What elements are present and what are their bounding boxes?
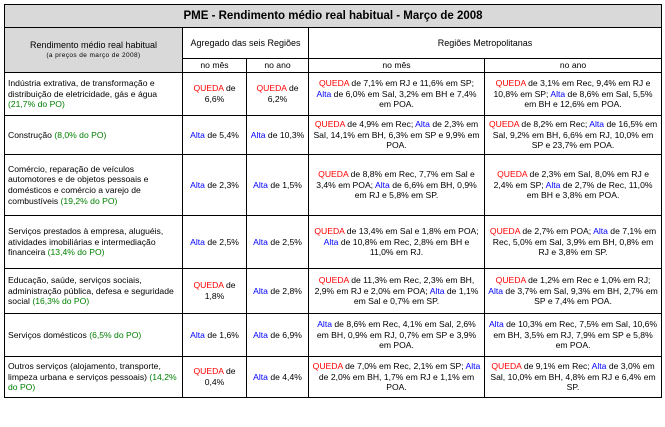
metro-month-cell xyxy=(309,314,485,357)
sector-cell xyxy=(5,73,183,116)
sector-cell xyxy=(5,155,183,216)
table-row xyxy=(5,155,662,216)
alta-label: Alta xyxy=(317,319,333,330)
queda-label: QUEDA xyxy=(318,169,349,180)
alta-label: Alta xyxy=(253,329,268,340)
alta-label: Alta xyxy=(190,129,205,140)
value-text: de 6,6% em BH, 0,9% em RJ e 5,8% em SP. xyxy=(354,179,477,201)
value-text: de 2,3% em Sal, 8,0% em RJ e 2,4% em SP; xyxy=(493,169,649,190)
value-text: de 8,8% em Rec, 7,7% em Sal e 3,4% em POA; xyxy=(316,169,475,190)
header-metro xyxy=(309,28,662,59)
metro-month-cell xyxy=(309,73,485,116)
agg-month-cell xyxy=(183,155,247,216)
value-text: Comércio, reparação de veículos automotores e de objetos pessoais e domésticos e comércio a varejo de combustíveis xyxy=(8,163,149,206)
value-text: Educação, saúde, serviços sociais, administração pública, defesa e seguridade social xyxy=(8,275,174,307)
header-sector-subtitle: (a preços de março de 2008) xyxy=(46,52,141,59)
sector-cell xyxy=(5,314,183,357)
alta-label: Alta xyxy=(190,329,205,340)
alta-label: Alta xyxy=(488,319,504,330)
value-text: de 1,1% em Sal e 0,7% em SP. xyxy=(353,285,479,307)
table-row xyxy=(5,73,662,116)
value-text: de 4,4% xyxy=(267,371,302,382)
po-share-label: (21,7% do PO) xyxy=(8,99,65,110)
value-text: de 3,1% em Rec, 9,4% em RJ e 10,8% em SP; xyxy=(493,78,651,99)
header-aggregate-title: Agregado das seis Regiões xyxy=(190,37,301,48)
value-text: de 6,9% xyxy=(267,329,302,340)
value-text: de 2,3% em Sal, 14,1% em BH, 6,3% em SP e 9,9% em POA. xyxy=(313,119,480,151)
value-text: de 2,7% de Rec, 11,0% em BH e 3,8% em POA. xyxy=(526,179,653,201)
sector-cell xyxy=(5,269,183,314)
header-sector-title: Rendimento médio real habitual xyxy=(29,40,158,50)
value-text: de 5,4% xyxy=(204,129,239,140)
value-text: de 2,8% xyxy=(267,285,302,296)
value-text: de 6,0% em Sal, 3,2% em BH e 7,4% em POA. xyxy=(331,88,477,110)
value-text: de 3,7% em Sal, 9,3% em BH, 2,7% em SP e 7,4% em POA. xyxy=(503,285,658,307)
value-text: de 2,3% xyxy=(204,179,239,190)
queda-label: QUEDA xyxy=(491,361,522,372)
queda-label: QUEDA xyxy=(318,275,349,286)
queda-label: QUEDA xyxy=(314,119,345,130)
value-text: Serviços domésticos xyxy=(8,329,90,340)
value-text: de 8,2% em Rec; xyxy=(519,119,590,130)
agg-year-cell xyxy=(247,116,309,155)
queda-label: QUEDA xyxy=(314,226,345,237)
value-text: de 1,5% xyxy=(267,179,302,190)
alta-label: Alta xyxy=(323,236,339,247)
value-text: de 4,9% em Rec; xyxy=(344,119,416,130)
agg-month-cell xyxy=(183,216,247,269)
metro-month-cell xyxy=(309,116,485,155)
agg-year-cell xyxy=(247,269,309,314)
value-text: de 2,0% em BH, 1,7% em RJ e 1,1% em POA. xyxy=(318,371,475,393)
sector-cell xyxy=(5,357,183,398)
alta-label: Alta xyxy=(465,361,481,372)
agg-year-cell xyxy=(247,216,309,269)
value-text: de 6,6% xyxy=(204,83,236,104)
alta-label: Alta xyxy=(253,179,268,190)
queda-label: QUEDA xyxy=(193,366,224,377)
queda-label: QUEDA xyxy=(497,169,528,180)
alta-label: Alta xyxy=(589,119,605,130)
queda-label: QUEDA xyxy=(312,361,343,372)
value-text: de 6,2% xyxy=(267,83,299,104)
agg-month-cell xyxy=(183,314,247,357)
alta-label: Alta xyxy=(429,285,445,296)
metro-year-cell xyxy=(485,73,662,116)
header-aggregate xyxy=(183,28,309,59)
agg-year-cell xyxy=(247,73,309,116)
po-share-label: (19,2% do PO) xyxy=(60,195,118,206)
metro-year-cell xyxy=(485,314,662,357)
value-text: de 7,1% em RJ e 11,6% em SP; xyxy=(349,78,475,89)
alta-label: Alta xyxy=(545,179,561,190)
header-metro-title: Regiões Metropolitanas xyxy=(437,37,533,48)
agg-year-cell xyxy=(247,155,309,216)
value-text: de 1,6% xyxy=(204,329,239,340)
metro-year-cell xyxy=(485,357,662,398)
alta-label: Alta xyxy=(415,119,430,130)
table-row xyxy=(5,216,662,269)
alta-label: Alta xyxy=(550,88,566,99)
queda-label: QUEDA xyxy=(193,280,224,291)
metro-year-cell xyxy=(485,269,662,314)
value-text: Serviços prestados à empresa, aluguéis, atividades imobiliárias e intermediação financeira xyxy=(8,226,164,258)
table-title: PME - Rendimento médio real habitual - Março de 2008 xyxy=(5,5,662,28)
pme-table xyxy=(4,4,662,398)
value-text: Indústria extrativa, de transformação e distribuição de eletricidade, gás e água xyxy=(8,78,158,99)
subheader-metro-no-mes: no mês xyxy=(309,59,485,73)
agg-month-cell xyxy=(183,357,247,398)
queda-label: QUEDA xyxy=(495,275,526,286)
metro-year-cell xyxy=(485,116,662,155)
queda-label: QUEDA xyxy=(193,83,224,94)
agg-month-cell xyxy=(183,73,247,116)
alta-label: Alta xyxy=(316,88,332,99)
value-text: de 0,4% xyxy=(204,366,236,387)
value-text: de 11,3% em Rec, 2,3% em BH, 2,9% em RJ e 2,0% em POA; xyxy=(314,275,475,296)
metro-month-cell xyxy=(309,269,485,314)
pme-table-sheet xyxy=(4,4,661,398)
subheader-metro-no-ano: no ano xyxy=(485,59,662,73)
subheader-agg-no-mes: no mês xyxy=(183,59,247,73)
sector-cell xyxy=(5,216,183,269)
queda-label: QUEDA xyxy=(318,78,350,89)
value-text: de 1,2% em Rec e 1,0% em RJ; xyxy=(525,275,651,286)
alta-label: Alta xyxy=(250,129,266,140)
metro-month-cell xyxy=(309,216,485,269)
alta-label: Alta xyxy=(190,179,205,190)
value-text: de 2,7% em POA; xyxy=(520,226,594,237)
value-text: de 10,8% em Rec, 2,8% em BH e 11,0% em RJ. xyxy=(338,236,470,258)
value-text: de 7,0% em Rec, 2,1% em SP; xyxy=(342,361,466,372)
alta-label: Alta xyxy=(375,179,390,190)
subheader-agg-no-ano: no ano xyxy=(247,59,309,73)
po-share-label: (6,5% do PO) xyxy=(89,329,142,340)
header-sector-cell xyxy=(5,28,183,73)
metro-month-cell xyxy=(309,155,485,216)
metro-year-cell xyxy=(485,155,662,216)
value-text: de 2,5% xyxy=(204,236,239,247)
value-text: de 8,6% em Sal, 5,5% em BH e 12,6% em POA. xyxy=(524,88,653,110)
value-text: de 3,0% em Sal, 10,0% em BH, 4,8% em RJ e 6,4% em SP. xyxy=(490,361,656,393)
po-share-label: (16,3% do PO) xyxy=(32,296,90,307)
po-share-label: (13,4% do PO) xyxy=(47,247,105,258)
alta-label: Alta xyxy=(253,236,268,247)
value-text: Construção xyxy=(8,129,55,140)
alta-label: Alta xyxy=(488,285,504,296)
table-row xyxy=(5,357,662,398)
queda-label: QUEDA xyxy=(488,119,520,130)
value-text: de 1,8% xyxy=(204,280,236,301)
table-row xyxy=(5,116,662,155)
queda-label: QUEDA xyxy=(489,226,520,237)
agg-year-cell xyxy=(247,314,309,357)
po-share-label: (8,0% do PO) xyxy=(54,129,107,140)
value-text: de 16,5% em Sal, 9,2% em BH, 6,6% em RJ, 10,0% em SP e 23,7% em POA. xyxy=(492,119,658,151)
value-text: de 10,3% xyxy=(265,129,305,140)
agg-month-cell xyxy=(183,269,247,314)
table-row xyxy=(5,269,662,314)
metro-year-cell xyxy=(485,216,662,269)
alta-label: Alta xyxy=(593,226,608,237)
value-text: de 7,1% em Rec, 5,0% em Sal, 3,9% em BH, 0,8% em RJ e 3,8% em SP. xyxy=(492,226,657,258)
queda-label: QUEDA xyxy=(495,78,526,89)
sector-cell xyxy=(5,116,183,155)
table-row xyxy=(5,314,662,357)
alta-label: Alta xyxy=(253,285,268,296)
alta-label: Alta xyxy=(591,361,607,372)
alta-label: Alta xyxy=(190,236,205,247)
metro-month-cell xyxy=(309,357,485,398)
queda-label: QUEDA xyxy=(256,83,287,94)
value-text: de 9,1% em Rec; xyxy=(521,361,592,372)
value-text: de 2,5% xyxy=(267,236,302,247)
value-text: de 10,3% em Rec, 7,5% em Sal, 10,6% em BH, 3,5% em RJ, 7,9% em SP e 5,8% em POA. xyxy=(493,319,658,351)
alta-label: Alta xyxy=(253,371,268,382)
po-share-label: (14,2% do PO) xyxy=(8,371,177,393)
agg-month-cell xyxy=(183,116,247,155)
value-text: de 8,6% em Rec, 4,1% em Sal, 2,6% em BH, 0,9% em RJ, 0,7% em SP e 3,9% em POA. xyxy=(316,319,477,351)
value-text: Outros serviços (alojamento, transporte, limpeza urbana e serviços pessoais) xyxy=(8,361,161,382)
value-text: de 13,4% em Sal e 1,8% em POA; xyxy=(344,226,479,237)
agg-year-cell xyxy=(247,357,309,398)
